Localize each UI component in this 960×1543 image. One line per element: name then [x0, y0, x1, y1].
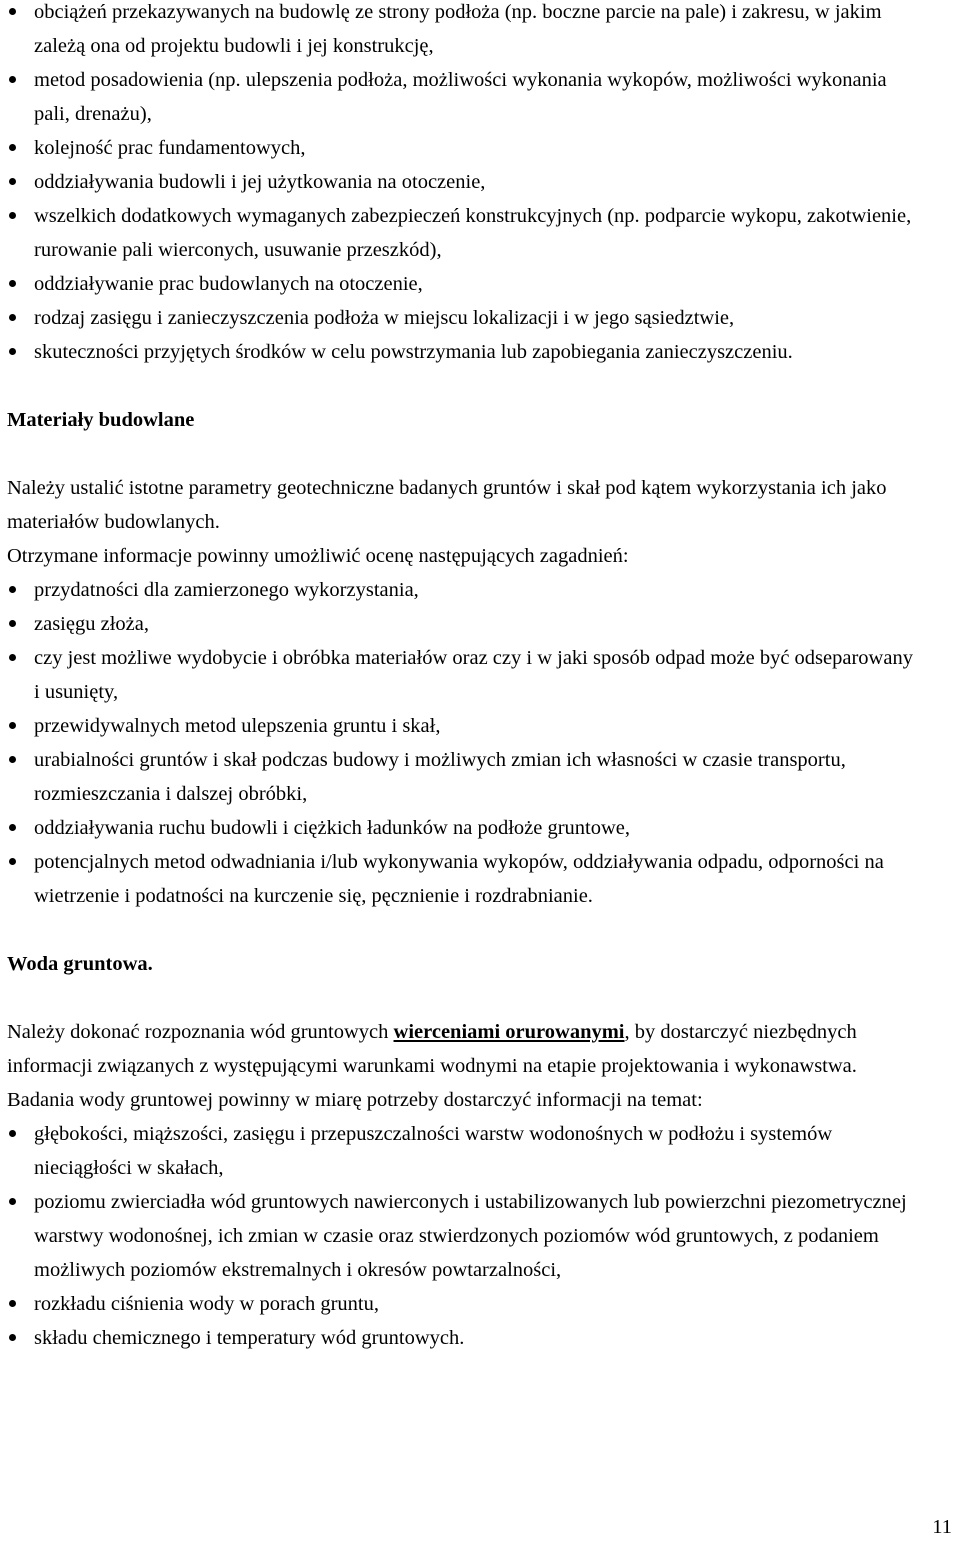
bullet-icon	[9, 722, 16, 729]
bullet-icon	[9, 8, 16, 15]
bullet-icon	[9, 280, 16, 287]
list-item-text: rozkładu ciśnienia wody w porach gruntu,	[34, 1293, 379, 1315]
page-content	[7, 0, 922, 1355]
groundwater-intro-emphasis: wierceniami orurowanymi	[393, 1021, 625, 1043]
bullet-icon	[9, 314, 16, 321]
groundwater-lead: Badania wody gruntowej powinny w miarę potrzeby dostarczyć informacji na temat:	[7, 1089, 703, 1111]
list-item	[7, 63, 922, 131]
section-heading-materials: Materiały budowlane	[7, 409, 195, 431]
list-item	[7, 199, 922, 267]
list-item	[7, 811, 922, 845]
top-bullet-list	[7, 0, 922, 369]
list-item	[7, 573, 922, 607]
materials-bullet-list	[7, 573, 922, 913]
list-item-text: potencjalnych metod odwadniania i/lub wykonywania wykopów, oddziaływania odpadu, odporności na wietrzenie i podatności na kurczenie się, pęcznienie i rozdrabnianie.	[34, 851, 884, 907]
list-item-text: głębokości, miąższości, zasięgu i przepuszczalności warstw wodonośnych w podłożu i systemów nieciągłości w skałach,	[34, 1123, 833, 1179]
bullet-icon	[9, 1130, 16, 1137]
list-item-text: rodzaj zasięgu i zanieczyszczenia podłoża w miejscu lokalizacji i w jego sąsiedztwie,	[34, 307, 735, 329]
bullet-icon	[9, 1300, 16, 1307]
list-item-text: obciążeń przekazywanych na budowlę ze strony podłoża (np. boczne parcie na pale) i zakresu, w jakim zależą ona od projektu budowli i jej konstrukcję,	[34, 1, 882, 57]
bullet-icon	[9, 1198, 16, 1205]
bullet-icon	[9, 178, 16, 185]
bullet-icon	[9, 144, 16, 151]
groundwater-bullet-list	[7, 1117, 922, 1355]
list-item-text: przewidywalnych metod ulepszenia gruntu i skał,	[34, 715, 441, 737]
spacer	[7, 981, 922, 1015]
bullet-icon	[9, 756, 16, 763]
list-item-text: zasięgu złoża,	[34, 613, 149, 635]
list-item-text: skuteczności przyjętych środków w celu powstrzymania lub zapobiegania zanieczyszczeniu.	[34, 341, 793, 363]
list-item-text: czy jest możliwe wydobycie i obróbka materiałów oraz czy i w jaki sposób odpad może być odseparowany i usunięty,	[34, 647, 913, 703]
bullet-icon	[9, 1334, 16, 1341]
list-item	[7, 743, 922, 811]
bullet-icon	[9, 76, 16, 83]
list-item-text: oddziaływania budowli i jej użytkowania na otoczenie,	[34, 171, 486, 193]
list-item	[7, 709, 922, 743]
list-item	[7, 1185, 922, 1287]
list-item	[7, 845, 922, 913]
spacer	[7, 437, 922, 471]
list-item-text: oddziaływania ruchu budowli i ciężkich ładunków na podłoże gruntowe,	[34, 817, 631, 839]
list-item	[7, 1117, 922, 1185]
bullet-icon	[9, 348, 16, 355]
section-heading-groundwater: Woda gruntowa.	[7, 953, 153, 975]
list-item-text: wszelkich dodatkowych wymaganych zabezpieczeń konstrukcyjnych (np. podparcie wykopu, zakotwienie, rurowanie pali wierconych, usuwanie przeszkód),	[34, 205, 912, 261]
list-item-text: metod posadowienia (np. ulepszenia podłoża, możliwości wykonania wykopów, możliwości wykonania pali, drenażu),	[34, 69, 887, 125]
page-number: 11	[932, 1516, 952, 1538]
groundwater-intro-start: Należy dokonać rozpoznania wód gruntowych	[7, 1021, 394, 1043]
spacer	[7, 369, 922, 403]
list-item	[7, 335, 922, 369]
list-item-text: przydatności dla zamierzonego wykorzystania,	[34, 579, 419, 601]
groundwater-intro	[7, 1015, 922, 1083]
materials-lead: Otrzymane informacje powinny umożliwić ocenę następujących zagadnień:	[7, 545, 629, 567]
list-item	[7, 165, 922, 199]
list-item-text: oddziaływanie prac budowlanych na otoczenie,	[34, 273, 423, 295]
groundwater-intro-end: , by dostarczyć niezbędnych informacji związanych z występującymi warunkami wodnymi na etapie projektowania i wykonawstwa.	[7, 1021, 857, 1077]
bullet-icon	[9, 858, 16, 865]
list-item-text: urabialności gruntów i skał podczas budowy i możliwych zmian ich własności w czasie transportu, rozmieszczania i dalszej obróbki,	[34, 749, 846, 805]
list-item	[7, 131, 922, 165]
list-item	[7, 0, 922, 63]
bullet-icon	[9, 654, 16, 661]
list-item-text: poziomu zwierciadła wód gruntowych nawierconych i ustabilizowanych lub powierzchni piezometrycznej warstwy wodonośnej, ich zmian w czasie oraz stwierdzonych poziomów wód gruntowych, z podaniem możliwych poziomów ekstremalnych i okresów powtarzalności,	[34, 1191, 907, 1281]
list-item-text: kolejność prac fundamentowych,	[34, 137, 306, 159]
list-item	[7, 641, 922, 709]
list-item	[7, 1287, 922, 1321]
materials-intro: Należy ustalić istotne parametry geotechniczne badanych gruntów i skał pod kątem wykorzystania ich jako materiałów budowlanych.	[7, 477, 887, 533]
list-item-text: składu chemicznego i temperatury wód gruntowych.	[34, 1327, 465, 1349]
bullet-icon	[9, 620, 16, 627]
spacer	[7, 913, 922, 947]
list-item	[7, 1321, 922, 1355]
list-item	[7, 301, 922, 335]
bullet-icon	[9, 824, 16, 831]
list-item	[7, 607, 922, 641]
bullet-icon	[9, 586, 16, 593]
bullet-icon	[9, 212, 16, 219]
list-item	[7, 267, 922, 301]
